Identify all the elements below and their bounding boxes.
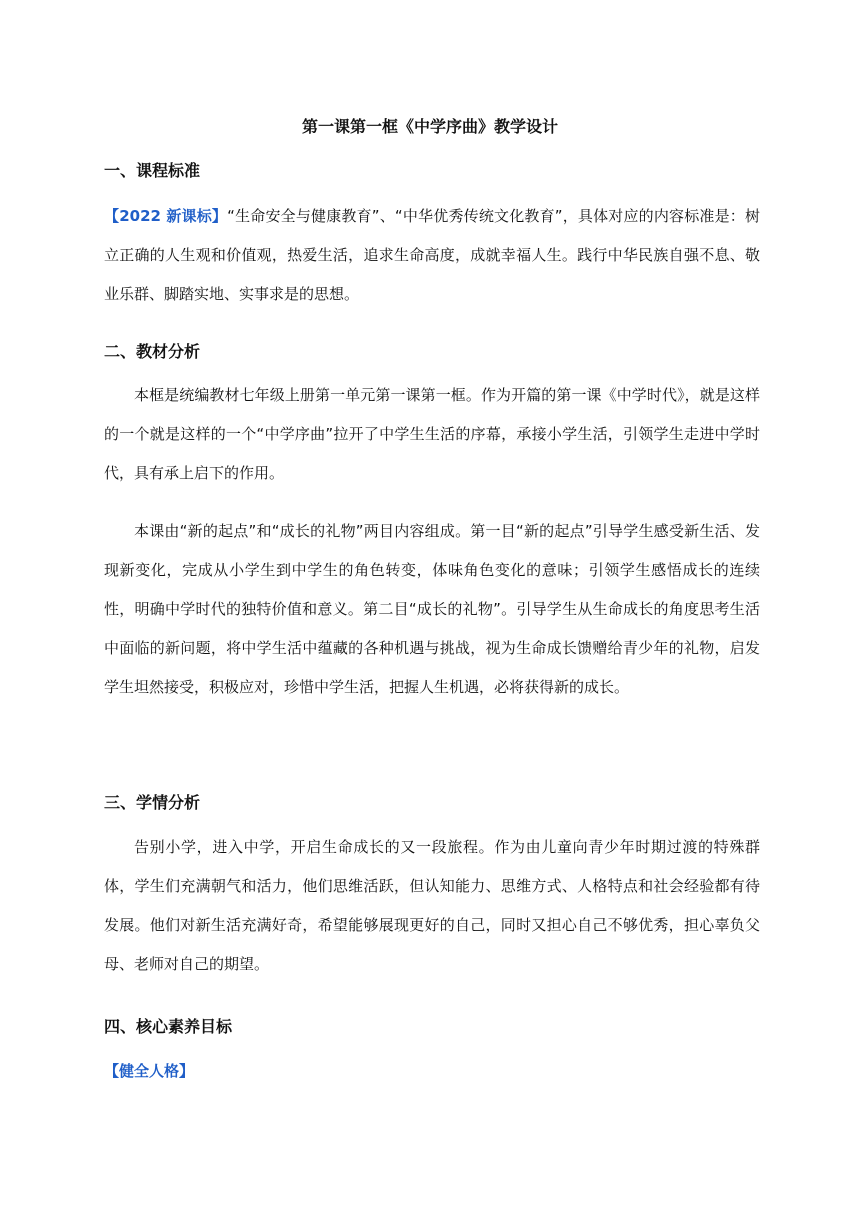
- textbook-paragraph-1: 本框是统编教材七年级上册第一单元第一课第一框。作为开篇的第一课《中学时代》，就是这样的一个就是这样的一个“中学序曲”拉开了中学生生活的序幕，承接小学生活，引领学生走进中学时代，具有承上启下的作用。: [104, 386, 760, 482]
- learners-paragraph: 告别小学，进入中学，开启生命成长的又一段旅程。作为由儿童向青少年时期过渡的特殊群体，学生们充满朝气和活力，他们思维活跃，但认知能力、思维方式、人格特点和社会经验都有待发展。他们对新生活充满好奇，希望能够展现更好的自己，同时又担心自己不够优秀，担心辜负父母、老师对自己的期望。: [104, 838, 760, 973]
- document-title: 第一课第一框《中学序曲》教学设计: [301, 117, 558, 136]
- textbook-paragraph-2: 本课由“新的起点”和“成长的礼物”两目内容组成。第一目“新的起点”引导学生感受新生活、发现新变化，完成从小学生到中学生的角色转变，体味角色变化的意味；引领学生感悟成长的连续性，明确中学时代的独特价值和意义。第二目“成长的礼物”。引导学生从生命成长的角度思考生活中面临的新问题，将中学生活中蕴藏的各种机遇与挑战，视为生命成长馈赠给青少年的礼物，启发学生坦然接受，积极应对，珍惜中学生活，把握人生机遇，必将获得新的成长。: [104, 522, 760, 696]
- new-curriculum-tag: 【2022 新课标】: [104, 207, 228, 225]
- section-heading-textbook: 二、教材分析: [104, 342, 201, 361]
- section-heading-core-goals: 四、核心素养目标: [104, 1017, 233, 1036]
- section-heading-learners: 三、学情分析: [104, 793, 201, 812]
- curriculum-paragraph: [104, 197, 760, 314]
- curriculum-text: “生命安全与健康教育”、“中华优秀传统文化教育”，具体对应的内容标准是：树立正确的人生观和价值观，热爱生活，追求生命高度，成就幸福人生。践行中华民族自强不息、敬业乐群、脚踏实地、实事求是的思想。: [104, 207, 760, 303]
- section-heading-curriculum: 一、课程标准: [104, 161, 201, 180]
- healthy-personality-tag: 【健全人格】: [104, 1062, 195, 1080]
